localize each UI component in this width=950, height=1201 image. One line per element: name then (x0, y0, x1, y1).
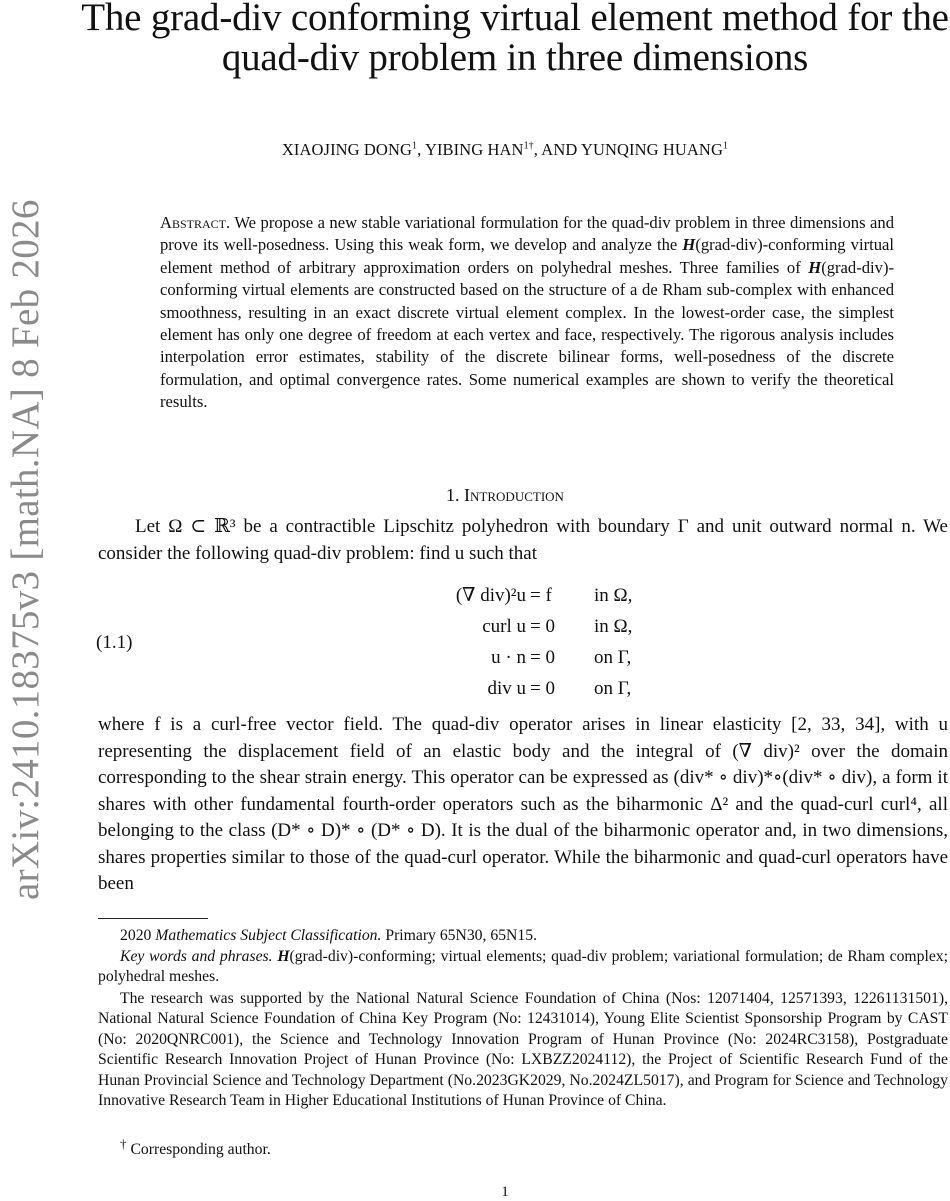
page-number: 1 (501, 1184, 509, 1200)
equation-row (380, 642, 700, 673)
dagger-mark: † (120, 1136, 127, 1151)
equation-row (380, 580, 700, 611)
math-space-symbol: H (682, 235, 696, 255)
equation-label: (1.1) (96, 632, 133, 653)
abstract (160, 212, 894, 414)
equation-rhs: = 0 (530, 616, 555, 637)
author-list (60, 140, 950, 160)
footnote-funding (98, 989, 948, 1111)
paper-title (80, 0, 950, 78)
funding-text: The research was supported by the National Natural Science Foundation of China (Nos: 12071404, 12571393, 12261131501), National Natural Science Foundation of China Key Program (No: 12431014), Young Elite Scientist Sponsorship Program by CAST (No: 2020QNRC001), the Science and Technology Innovation Program of Hunan Province (No: 2024RC3158), Postgraduate Scientific Research Innovation Project of Hunan Province (No: LXBZZ2024112), the Project of Scientific Research Fund of the Hunan Provincial Science and Technology Department (No.2023GK2029, No.2024ZL5017), and Program for Science and Technology Innovative Research Team in Higher Educational Institutions of Hunan Province of China. (98, 990, 948, 1110)
math-space-symbol: H (808, 257, 822, 277)
equation-rhs: = f (530, 585, 552, 606)
arxiv-identifier-stamp: arXiv:2410.18375v3 [math.NA] 8 Feb 2026 (4, 199, 47, 900)
intro-paragraph-1: Let Ω ⊂ ℝ³ be a contractible Lipschitz polyhedron with boundary Γ and unit outward normal n. We consider the following quad-div problem: find u such that (98, 516, 948, 564)
section-number: 1. (446, 485, 460, 505)
equation-lhs: curl u (482, 616, 526, 637)
author-name: YUNQING HUANG (580, 140, 723, 159)
equation-lhs: u · n (491, 647, 526, 668)
equation-condition: on Γ, (594, 678, 632, 699)
corresponding-text: Corresponding author. (126, 1141, 271, 1159)
footnote-keywords (98, 947, 948, 988)
section-heading (60, 485, 950, 506)
footnote-msc (98, 926, 948, 946)
equation-system (380, 580, 700, 704)
abstract-text: We propose a new stable variational formulation for the quad-div problem in three dimensions and prove its well-posedness. Using this weak form, we develop and analyze the (160, 213, 894, 255)
title-line-1: The grad-div conforming virtual element method for the (81, 0, 949, 39)
keywords-text: (grad-div)-conforming; virtual elements; quad-div problem; variational formulation; de Rham complex; polyhedral meshes. (98, 948, 948, 986)
equation-row (380, 673, 700, 704)
title-line-2: quad-div problem in three dimensions (221, 36, 809, 79)
msc-label: Mathematics Subject Classification. (155, 927, 382, 944)
author-separator: , AND (533, 140, 581, 159)
equation-lhs: div u (487, 678, 526, 699)
abstract-text: (grad-div)-conforming virtual elements are constructed based on the structure of a de Rham sub-complex with enhanced smoothness, resulting in an exact discrete virtual element complex. In the lowest-order case, the simplest element has only one degree of freedom at each vertex and face, respectively. The rigorous analysis includes interpolation error estimates, stability of the discrete bilinear forms, well-posedness of the discrete formulation, and optimal convergence rates. Some numerical examples are shown to verify the theoretical results. (160, 257, 894, 412)
footnote-corresponding-author (98, 1134, 948, 1161)
abstract-text: (grad-div)-conforming virtual element method of arbitrary approximation orders on polyhedral meshes. Three families of (160, 235, 894, 277)
author-affiliation-mark: 1 (411, 140, 418, 152)
author-separator: , (417, 140, 425, 159)
author-affiliation-mark: 1† (523, 140, 534, 152)
author-name: YIBING HAN (424, 140, 524, 159)
author-affiliation-mark: 1 (722, 140, 729, 152)
equation-rhs: = 0 (530, 678, 555, 699)
math-space-symbol: H (277, 948, 290, 965)
msc-year: 2020 (120, 927, 152, 944)
author-name: XIAOJING DONG (281, 140, 412, 159)
footnote-divider (98, 918, 208, 919)
abstract-label: Abstract. (160, 213, 231, 232)
msc-codes: Primary 65N30, 65N15. (381, 927, 537, 944)
equation-condition: on Γ, (594, 647, 632, 668)
intro-paragraph-2: where f is a curl-free vector field. The quad-div operator arises in linear elasticity [2, 33, 34], with u representing the displacement field of an elastic body and the integral of (∇ div)² over the domain corresponding to the shear strain energy. This operator can be expressed as (div* ∘ div)*∘(div* ∘ div), a form it shares with other fundamental fourth-order operators such as the biharmonic Δ² and the quad-curl curl⁴, all belonging to the class (D* ∘ D)* ∘ (D* ∘ D). It is the dual of the biharmonic operator and, in two dimensions, shares properties similar to those of the quad-curl operator. While the biharmonic and quad-curl operators have been (98, 714, 948, 894)
equation-row (380, 611, 700, 642)
equation-condition: in Ω, (594, 616, 633, 637)
equation-condition: in Ω, (594, 585, 633, 606)
section-title: Introduction (464, 485, 564, 505)
keywords-label: Key words and phrases. (120, 948, 273, 965)
equation-lhs: (∇ div)²u (455, 585, 526, 606)
equation-rhs: = 0 (530, 647, 555, 668)
